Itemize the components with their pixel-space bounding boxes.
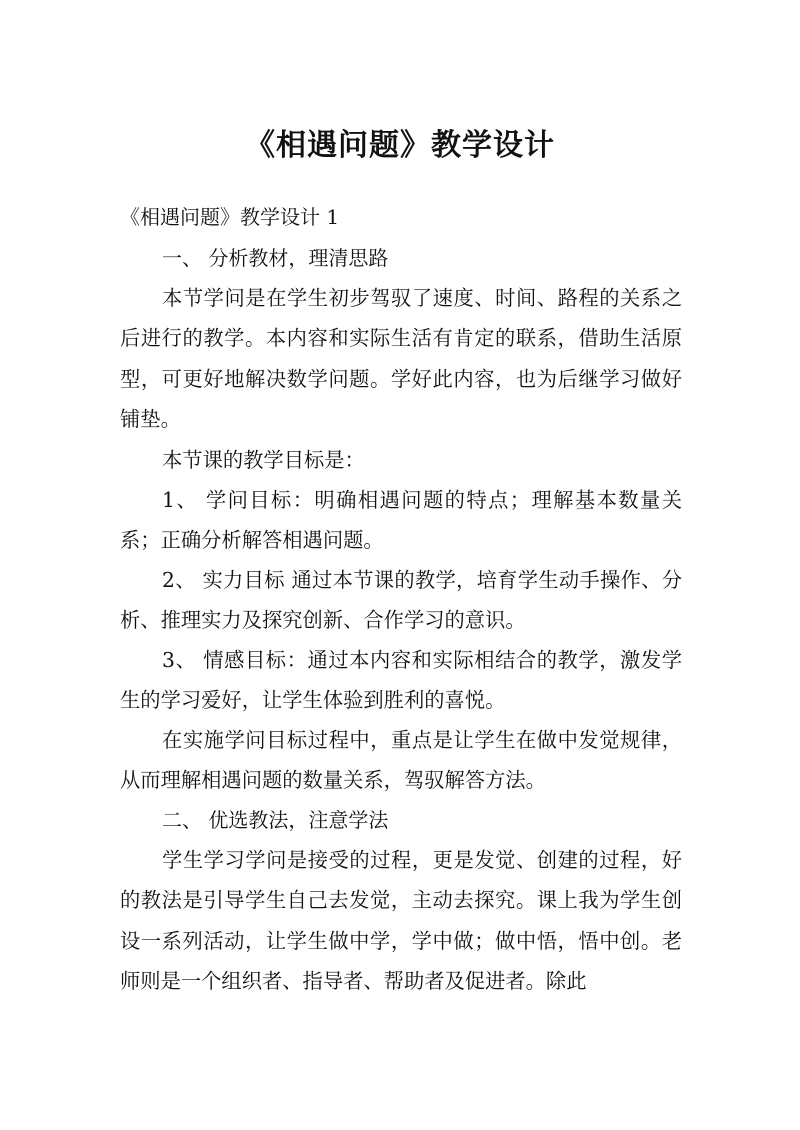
document-subtitle: 《相遇问题》教学设计 1: [120, 205, 340, 229]
goal-1: 1、 学问目标：明确相遇问题的特点；理解基本数量关系；正确分析解答相遇问题。: [120, 488, 682, 553]
section2-heading: 二、 优选教法，注意学法: [162, 808, 389, 832]
goal-2: 2、 实力目标 通过本节课的教学，培育学生动手操作、分析、推理实力及探究创新、合作学习的意识。: [120, 568, 682, 633]
paragraph-3: 在实施学问目标过程中，重点是让学生在做中发觉规律，从而理解相遇问题的数量关系，驾驭解答方法。: [120, 728, 682, 793]
goal-3: 3、 情感目标：通过本内容和实际相结合的教学，激发学生的学习爱好，让学生体验到胜利的喜悦。: [120, 648, 682, 713]
paragraph-1: 本节学问是在学生初步驾驭了速度、时间、路程的关系之后进行的教学。本内容和实际生活有肯定的联系，借助生活原型，可更好地解决数学问题。学好此内容，也为后继学习做好铺垫。: [120, 286, 682, 431]
document-title: 《相遇问题》教学设计: [245, 128, 555, 163]
paragraph-2: 本节课的教学目标是：: [162, 448, 365, 472]
section1-heading: 一、 分析教材，理清思路: [162, 246, 389, 270]
paragraph-4: 学生学习学问是接受的过程，更是发觉、创建的过程，好的教法是引导学生自己去发觉，主动去探究。课上我为学生创设一系列活动，让学生做中学，学中做；做中悟，悟中创。老师则是一个组织者、指导者、帮助者及促进者。除此: [120, 848, 682, 993]
